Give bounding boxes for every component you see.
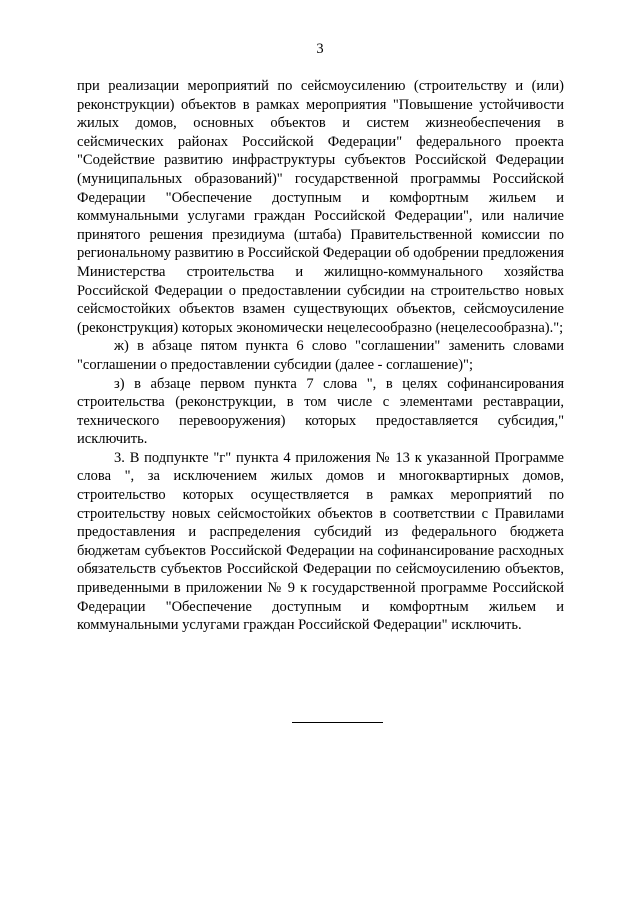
page-number: 3 <box>316 41 324 57</box>
closing-rule <box>292 722 383 723</box>
paragraph-item-z: з) в абзаце первом пункта 7 слова ", в целях софинансирования строительства (реконструкции, в том числе с элементами реставрации, технического перевооружения) которых предоставляется субсидия," исключить. <box>77 375 564 448</box>
paragraph-continuation: при реализации мероприятий по сейсмоусилению (строительству и (или) реконструкции) объектов в рамках мероприятия "Повышение устойчивости жилых домов, основных объектов и систем жизнеобеспечения в сейсмических районах Российской Федерации" федерального проекта "Содействие развитию инфраструктуры субъектов Российской Федерации (муниципальных образований)" государственной программы Российской Федерации "Обеспечение доступным и комфортным жильем и коммунальными услугами граждан Российской Федерации", или наличие принятого решения президиума (штаба) Правительственной комиссии по региональному развитию в Российской Федерации об одобрении предложения Министерства строительства и жилищно-коммунального хозяйства Российской Федерации о предоставлении субсидии на строительство новых сейсмостойких объектов взамен существующих объектов, сейсмоусиление (реконструкция) которых экономически нецелесообразно (нецелесообразна)."; <box>77 78 564 336</box>
document-body <box>77 77 564 635</box>
paragraph-item-zh: ж) в абзаце пятом пункта 6 слово "соглашении" заменить словами "соглашении о предоставлении субсидии (далее - соглашение)"; <box>77 338 564 373</box>
paragraph-item-3: 3. В подпункте "г" пункта 4 приложения № 13 к указанной Программе слова ", за исключением жилых домов и многоквартирных домов, строительство которых осуществляется в рамках мероприятий по строительству новых сейсмостойких объектов в соответствии с Правилами предоставления и распределения субсидий из федерального бюджета бюджетам субъектов Российской Федерации на софинансирование расходных обязательств субъектов Российской Федерации по сейсмоусилению объектов, приведенными в приложении № 9 к государственной программе Российской Федерации "Обеспечение доступным и комфортным жильем и коммунальными услугами граждан Российской Федерации" исключить. <box>77 449 564 634</box>
